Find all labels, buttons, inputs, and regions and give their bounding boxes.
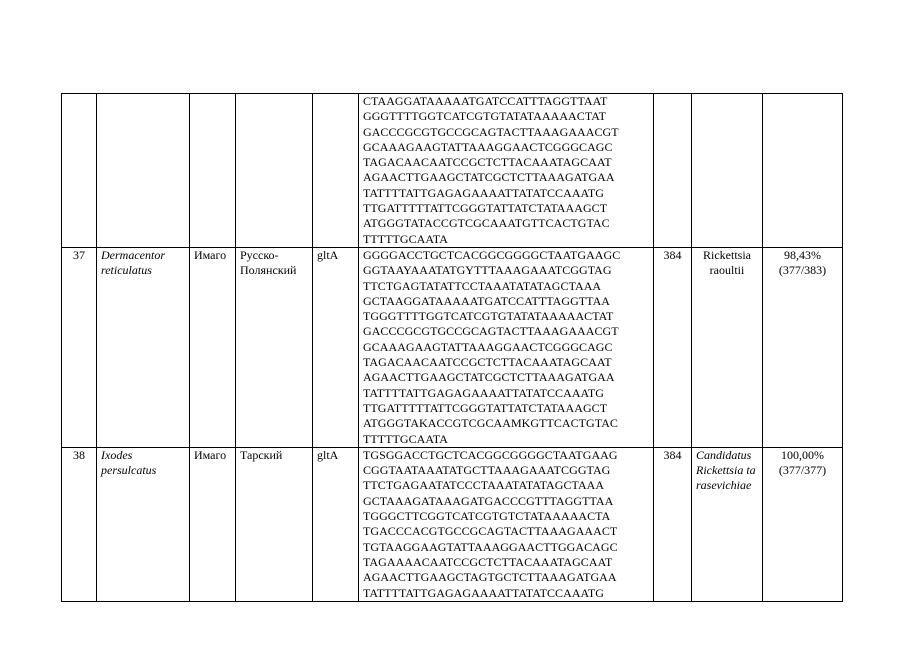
location-cell: Тарский [236, 447, 313, 601]
match-cell: Candidatus Rickettsia tarasevichiae [692, 447, 763, 601]
identity-cell [763, 94, 843, 248]
sequence-line: TATTTTATTGAGAGAAAATTATATCCAAATG [363, 385, 605, 400]
table-row [62, 447, 843, 601]
gene-cell [313, 94, 359, 248]
sequence-line: TAGAAAACAATCCGCTCTTACAAATAGCAAT [363, 554, 613, 569]
sequence-line: GCAAAGAAGTATTAAAGGAACTCGGGCAGC [363, 339, 613, 354]
sequence-line: TGTAAGGAAGTATTAAAGGAACTTGGACAGC [363, 539, 618, 554]
sequence-line: TTCTGAGTATATTCCTAAATATATAGCTAAA [363, 278, 602, 293]
sequence-line: GACCCGCGTGCCGCAGTACTTAAAGAAACGT [363, 324, 619, 339]
stage-cell: Имаго [190, 447, 236, 601]
match-cell: Rickettsia raoultii [692, 247, 763, 447]
sequence-line: GGTAAYAAATATGYTTTAAAGAAATCGGTAG [363, 263, 612, 278]
identity-cell: 98,43% (377/383) [763, 247, 843, 447]
sequence-line: GCTAAAGATAAAGATGACCCGTTTAGGTTAA [363, 493, 614, 508]
sequence-line: GGGGACCTGCTCACGGCGGGGCTAATGAAGC [363, 247, 621, 262]
sequence-line: TTTTTGCAATA [363, 231, 448, 246]
table-row [62, 94, 843, 248]
sequence-cell [359, 447, 654, 601]
sequence-table [61, 93, 843, 602]
length-cell: 384 [654, 247, 692, 447]
sequence-line: ATGGGTATACCGTCGCAAATGTTCACTGTAC [363, 216, 610, 231]
location-cell: Русско-Полянский [236, 247, 313, 447]
sequence-line: TAGACAACAATCCGCTCTTACAAATAGCAAT [363, 355, 612, 370]
length-cell: 384 [654, 447, 692, 601]
gene-cell: gltA [313, 247, 359, 447]
sequence-line: TGGGCTTCGGTCATCGTGTCTATAAAAACTA [363, 509, 611, 524]
species-cell: Ixodes persulcatus [97, 447, 190, 601]
sequence-line: TAGACAACAATCCGCTCTTACAAATAGCAAT [363, 155, 612, 170]
sequence-line: TTTTTGCAATA [363, 431, 448, 446]
row-number: 37 [62, 247, 97, 447]
sequence-line: AGAACTTGAAGCTAGTGCTCTTAAAGATGAA [363, 570, 617, 585]
length-cell [654, 94, 692, 248]
sequence-line: TTCTGAGAATATCCCTAAATATATAGCTAAA [363, 478, 605, 493]
gene-cell: gltA [313, 447, 359, 601]
sequence-line: CTAAGGATAAAAATGATCCATTTAGGTTAAT [363, 94, 608, 108]
sequence-line: AGAACTTGAAGCTATCGCTCTTAAAGATGAA [363, 170, 615, 185]
sequence-line: TATTTTATTGAGAGAAAATTATATCCAAATG [363, 585, 605, 600]
sequence-cell [359, 247, 654, 447]
sequence-line: GGGTTTTGGTCATCGTGTATATAAAAACTAT [363, 109, 607, 124]
sequence-line: CGGTAATAAATATGCTTAAAGAAATCGGTAG [363, 463, 611, 478]
sequence-line: ATGGGTAKACCGTCGCAAMKGTTCACTGTAC [363, 416, 618, 431]
sequence-line: GCTAAGGATAAAAATGATCCATTTAGGTTAA [363, 293, 611, 308]
sequence-line: TGSGGACCTGCTCACGGCGGGGCTAATGAAG [363, 447, 618, 462]
sequence-cell [359, 94, 654, 248]
sequence-line: AGAACTTGAAGCTATCGCTCTTAAAGATGAA [363, 370, 615, 385]
sequence-line: TTGATTTTTATTCGGGTATTATCTATAAAGCT [363, 201, 608, 216]
row-number [62, 94, 97, 248]
species-cell [97, 94, 190, 248]
sequence-line: TGACCCACGTGCCGCAGTACTTAAAGAAACT [363, 524, 618, 539]
sequence-line: TGGGTTTTGGTCATCGTGTATATAAAAACTAT [363, 309, 614, 324]
identity-cell: 100,00% (377/377) [763, 447, 843, 601]
sequence-line: GACCCGCGTGCCGCAGTACTTAAAGAAACGT [363, 124, 619, 139]
sequence-line: TATTTTATTGAGAGAAAATTATATCCAAATG [363, 185, 605, 200]
sequence-line: GCAAAGAAGTATTAAAGGAACTCGGGCAGC [363, 139, 613, 154]
table-row [62, 247, 843, 447]
match-cell [692, 94, 763, 248]
stage-cell: Имаго [190, 247, 236, 447]
row-number: 38 [62, 447, 97, 601]
location-cell [236, 94, 313, 248]
species-cell: Dermacentor reticulatus [97, 247, 190, 447]
stage-cell [190, 94, 236, 248]
sequence-line: TTGATTTTTATTCGGGTATTATCTATAAAGCT [363, 400, 608, 415]
